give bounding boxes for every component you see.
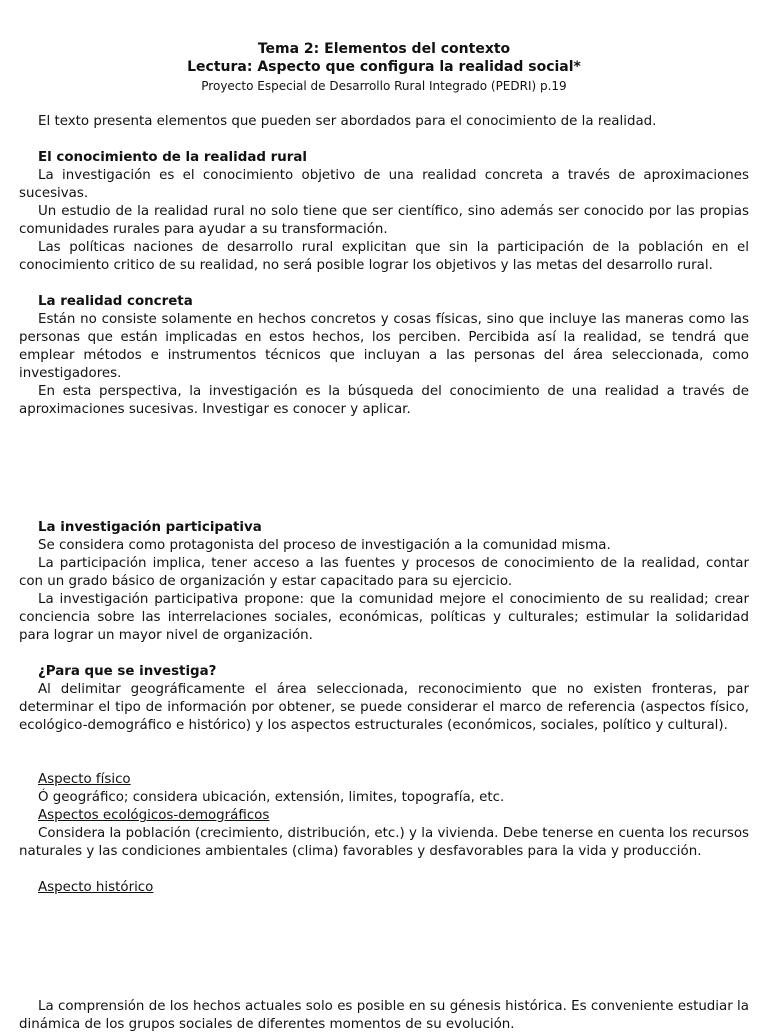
aspect-fisico-text: Ó geográfico; considera ubicación, extensión, limites, topografía, etc.: [38, 790, 505, 805]
historico-paragraph: La comprensión de los hechos actuales solo es posible en su génesis histórica. Es conveniente estudiar la dinámica de los grupos sociales de diferentes momentos de su evolución.: [19, 999, 749, 1032]
aspect-historico-label: Aspecto histórico: [38, 880, 154, 895]
aspect-fisico-label: Aspecto físico: [38, 772, 131, 787]
aspect-ecologicos-label: Aspectos ecológicos-demográficos: [38, 808, 270, 823]
reading-title: Lectura: Aspecto que configura la realidad social*: [187, 59, 581, 75]
para-que-paragraph-1: Al delimitar geográficamente el área seleccionada, reconocimiento que no existen fronteras, par determinar el tipo de información por obtener, se puede considerar el marco de referencia (aspectos físico, ecológico-demográfico e histórico) y los aspectos estructurales (económicos, sociales, político y cultural).: [19, 682, 749, 733]
rural-paragraph-3: Las políticas naciones de desarrollo rural explicitan que sin la participación de la población en el conocimiento critico de su realidad, no será posible lograr los objetivos y las metas del desarrollo rural.: [19, 240, 749, 273]
participativa-paragraph-3: La investigación participativa propone: que la comunidad mejore el conocimiento de su realidad; crear conciencia sobre las interrelaciones sociales, económicas, políticas y culturales; estimular la solidaridad para lograr un mayor nivel de organización.: [19, 592, 749, 643]
aspect-ecologicos-text: Considera la población (crecimiento, distribución, etc.) y la vivienda. Debe tenerse en cuenta los recursos naturales y las condiciones ambientales (clima) favorables y desfavorables para la vida y producción.: [19, 826, 749, 859]
source-citation: Proyecto Especial de Desarrollo Rural Integrado (PEDRI) p.19: [201, 79, 567, 93]
participativa-paragraph-1: Se considera como protagonista del proceso de investigación a la comunidad misma.: [38, 538, 611, 553]
intro-paragraph: El texto presenta elementos que pueden ser abordados para el conocimiento de la realidad.: [38, 114, 657, 129]
heading-participativa: La investigación participativa: [38, 520, 262, 535]
rural-paragraph-2: Un estudio de la realidad rural no solo tiene que ser científico, sino además ser conocido por las propias comunidades rurales para ayudar a su transformación.: [19, 204, 749, 237]
concreta-paragraph-2: En esta perspectiva, la investigación es la búsqueda del conocimiento de una realidad a través de aproximaciones sucesivas. Investigar es conocer y aplicar.: [19, 384, 749, 417]
heading-rural: El conocimiento de la realidad rural: [38, 150, 307, 165]
participativa-paragraph-2: La participación implica, tener acceso a las fuentes y procesos de conocimiento de la realidad, contar con un grado básico de organización y estar capacitado para su ejercicio.: [19, 556, 749, 589]
rural-paragraph-1: La investigación es el conocimiento objetivo de una realidad concreta a través de aproximaciones sucesivas.: [19, 168, 749, 201]
document-title: Tema 2: Elementos del contexto: [257, 41, 511, 57]
concreta-paragraph-1: Están no consiste solamente en hechos concretos y cosas físicas, sino que incluye las maneras como las personas que están implicadas en estos hechos, los perciben. Percibida así la realidad, se tendrá que emplear métodos e instrumentos técnicos que incluyan a las personas del área seleccionada, como investigadores.: [19, 312, 749, 381]
heading-concreta: La realidad concreta: [38, 294, 193, 309]
heading-para-que: ¿Para que se investiga?: [38, 664, 217, 679]
